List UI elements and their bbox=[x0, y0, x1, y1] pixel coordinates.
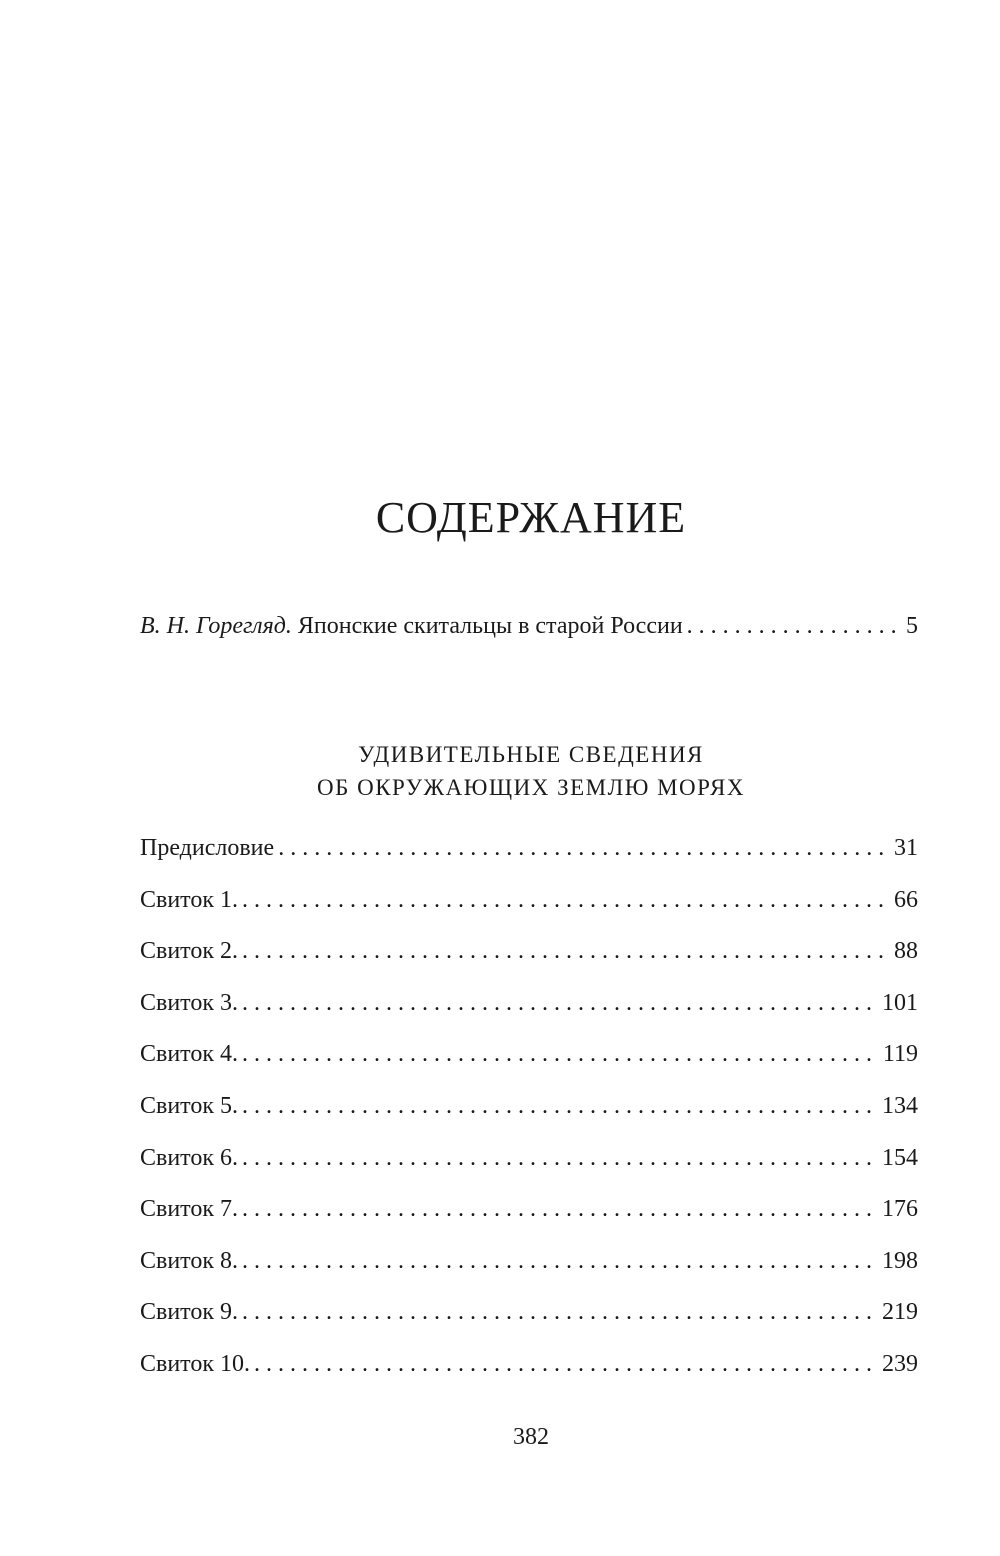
section-heading-line-2: ОБ ОКРУЖАЮЩИХ ЗЕМЛЮ МОРЯХ bbox=[317, 775, 745, 800]
dot-leader bbox=[242, 933, 890, 969]
toc-entry bbox=[140, 1088, 918, 1140]
section-heading bbox=[0, 738, 1000, 804]
entry-page-number: 88 bbox=[894, 938, 918, 965]
entry-title: Японские скитальцы в старой России bbox=[297, 613, 683, 639]
dot-leader bbox=[242, 985, 878, 1021]
entry-page-number: 101 bbox=[882, 989, 918, 1016]
entry-page-number: 5 bbox=[906, 613, 918, 639]
toc-entry bbox=[140, 1140, 918, 1192]
toc-entry bbox=[140, 1243, 918, 1295]
entry-title: Свиток 7. bbox=[140, 1196, 239, 1223]
entry-page-number: 66 bbox=[894, 886, 918, 913]
entry-title: Предисловие bbox=[140, 835, 275, 861]
dot-leader bbox=[278, 830, 890, 866]
entry-title: Свиток 5. bbox=[140, 1092, 239, 1119]
entry-title: Свиток 9. bbox=[140, 1299, 239, 1326]
toc-entry bbox=[140, 830, 918, 882]
toc-entry bbox=[140, 1191, 918, 1243]
dot-leader bbox=[242, 1140, 878, 1176]
entry-title: Свиток 3. bbox=[140, 989, 239, 1016]
toc-entry-intro bbox=[140, 608, 918, 644]
dot-leader bbox=[242, 1294, 878, 1330]
page-title: СОДЕРЖАНИЕ bbox=[375, 493, 687, 542]
page-number: 382 bbox=[513, 1424, 549, 1450]
entry-title: Свиток 4. bbox=[140, 1041, 239, 1068]
toc-entry bbox=[140, 1036, 918, 1088]
dot-leader bbox=[687, 608, 902, 644]
dot-leader bbox=[242, 882, 890, 918]
entry-page-number: 198 bbox=[882, 1247, 918, 1274]
dot-leader bbox=[254, 1346, 878, 1382]
entry-title: Свиток 6. bbox=[140, 1144, 239, 1171]
entry-page-number: 154 bbox=[882, 1144, 918, 1171]
entry-author: В. Н. Горегляд. bbox=[140, 613, 292, 639]
entry-page-number: 219 bbox=[882, 1299, 918, 1326]
entry-title: Свиток 8. bbox=[140, 1247, 239, 1274]
dot-leader bbox=[242, 1191, 878, 1227]
dot-leader bbox=[242, 1036, 879, 1072]
entry-page-number: 134 bbox=[882, 1092, 918, 1119]
entry-page-number: 119 bbox=[882, 1041, 918, 1068]
dot-leader bbox=[242, 1088, 878, 1124]
toc-entry bbox=[140, 985, 918, 1037]
toc-list bbox=[140, 830, 918, 1398]
toc-entry bbox=[140, 933, 918, 985]
toc-entry bbox=[140, 1294, 918, 1346]
toc-entry bbox=[140, 1346, 918, 1398]
entry-title: Свиток 1. bbox=[140, 886, 239, 913]
entry-page-number: 31 bbox=[894, 835, 918, 861]
entry-title: Свиток 10. bbox=[140, 1350, 251, 1377]
toc-entry bbox=[140, 882, 918, 934]
section-heading-line-1: УДИВИТЕЛЬНЫЕ СВЕДЕНИЯ bbox=[358, 742, 704, 767]
entry-page-number: 239 bbox=[882, 1350, 918, 1377]
entry-title: Свиток 2. bbox=[140, 938, 239, 965]
entry-page-number: 176 bbox=[882, 1196, 918, 1223]
dot-leader bbox=[242, 1243, 878, 1279]
